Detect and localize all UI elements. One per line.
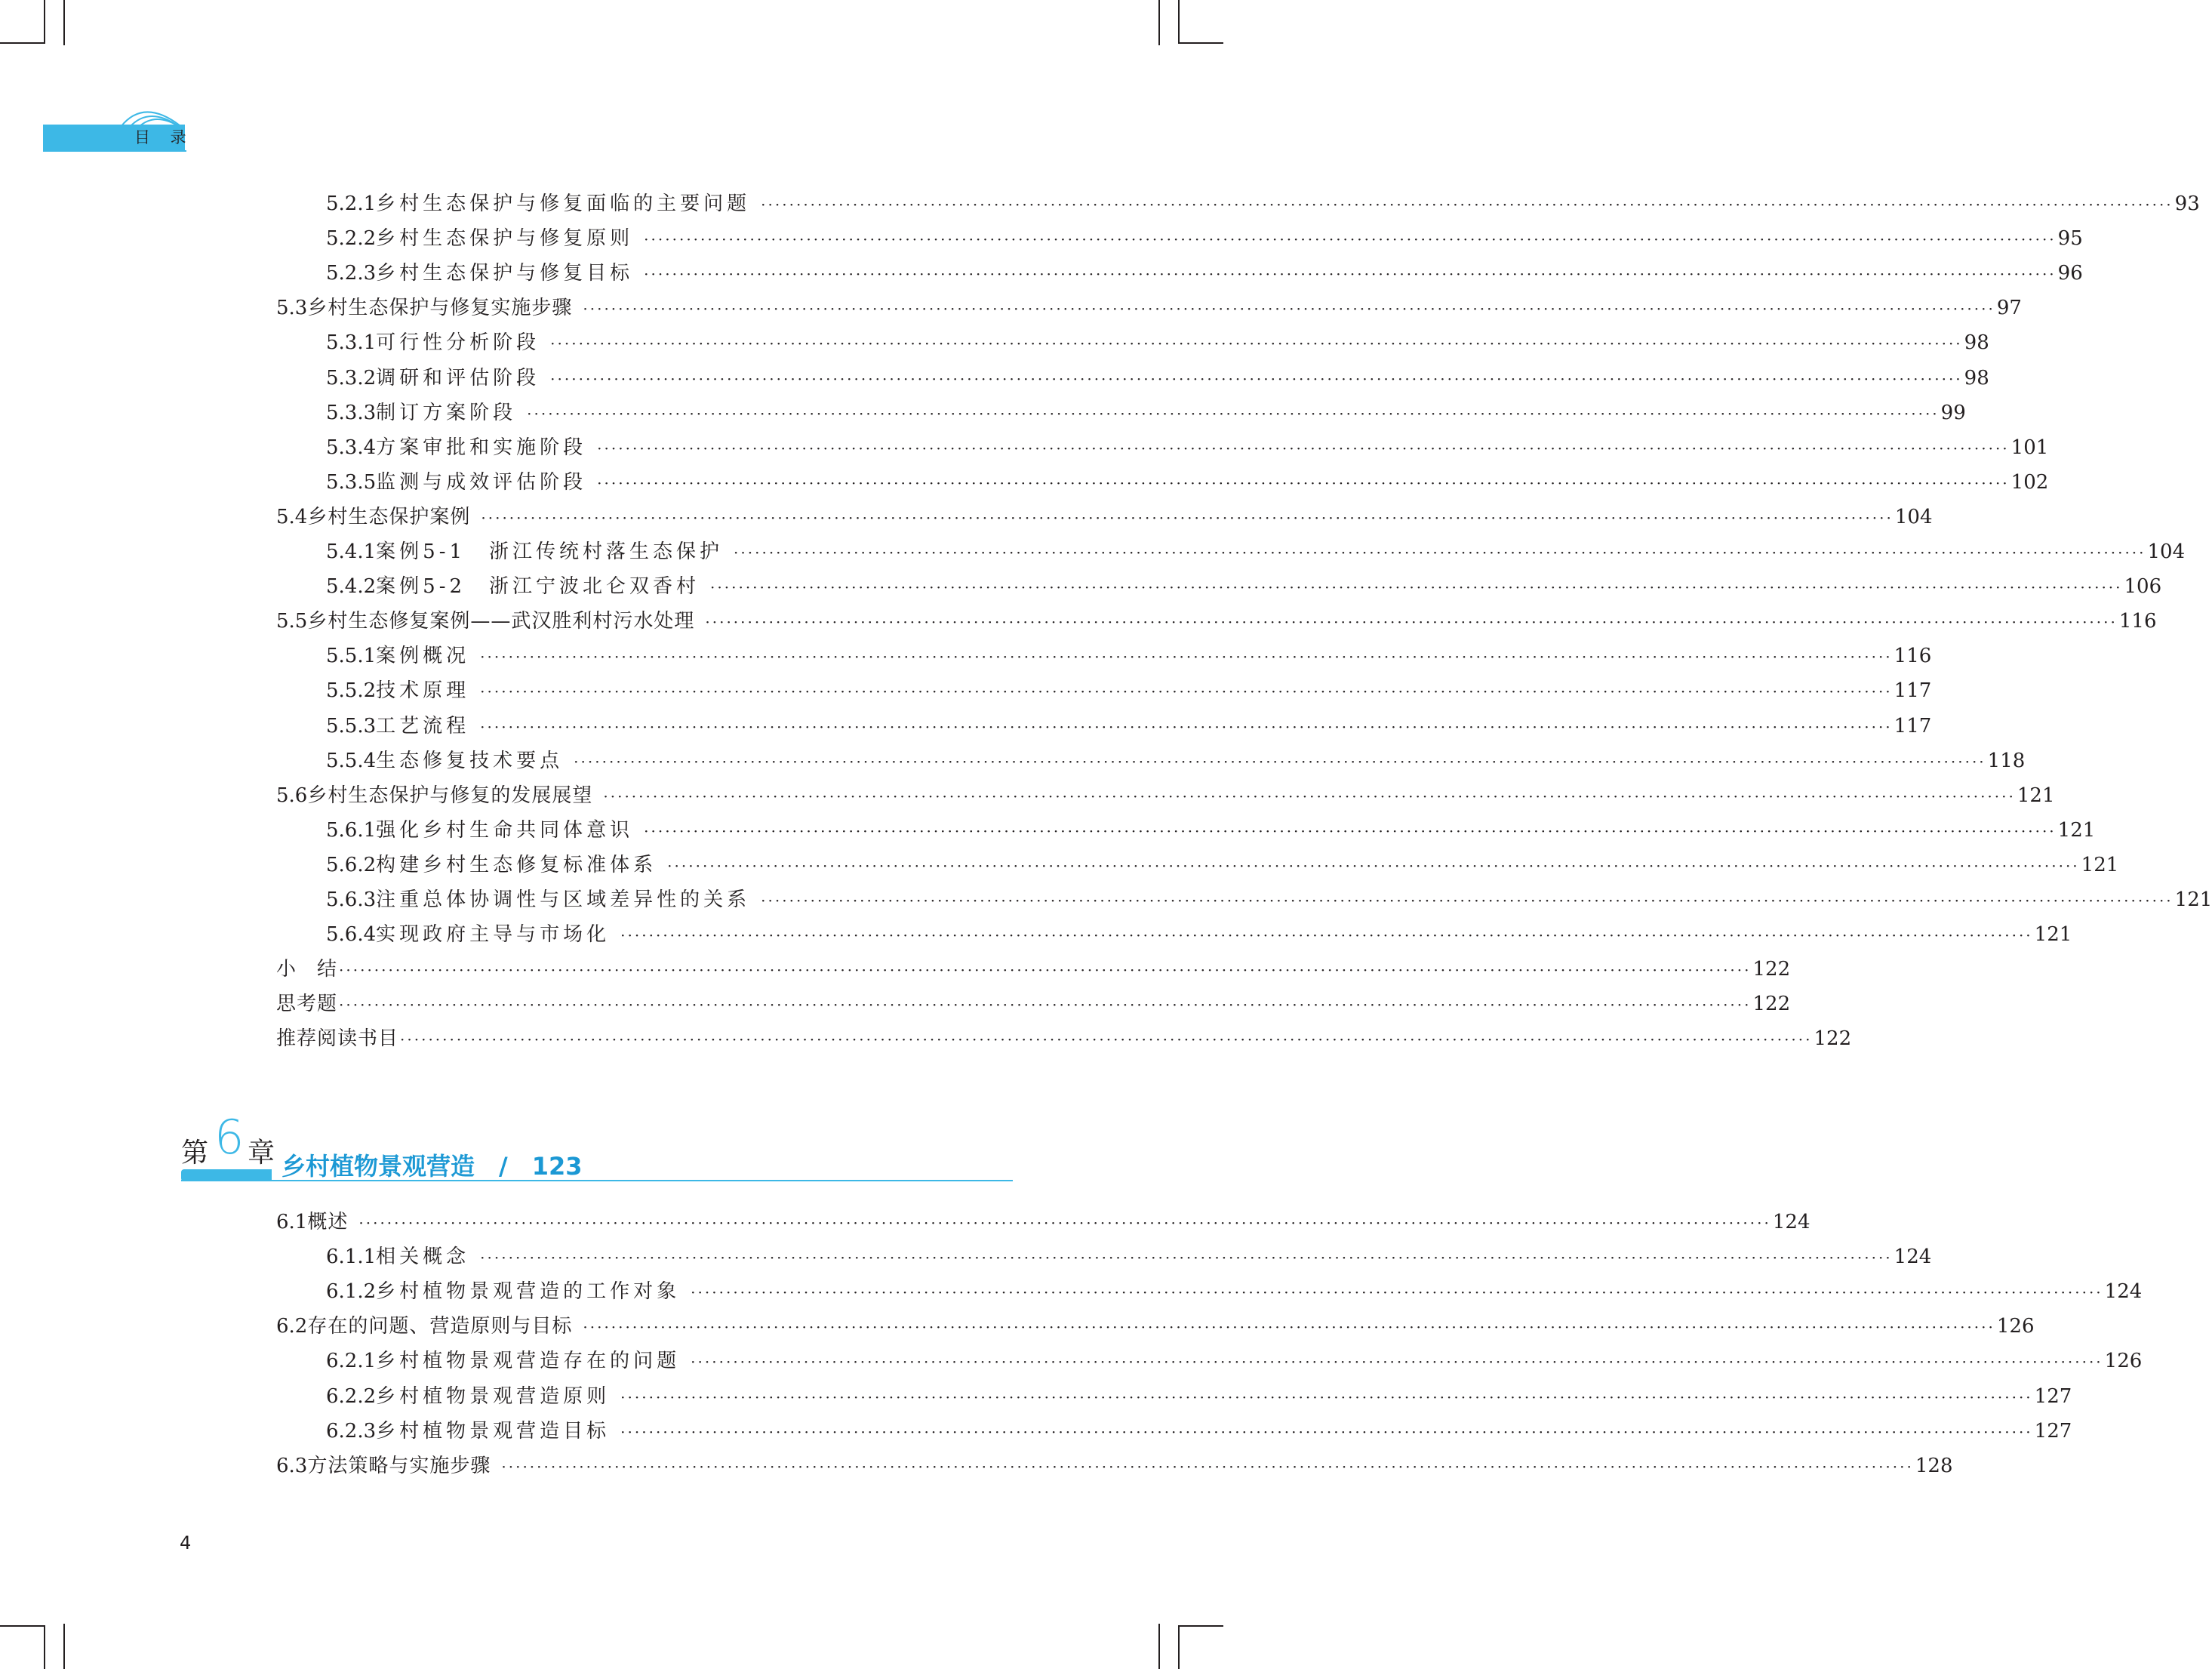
toc-entry[interactable] xyxy=(326,190,2200,218)
toc-entry-title: 工艺流程 xyxy=(376,714,470,738)
toc-leader-dots: ········································································································································································································ xyxy=(620,926,2033,945)
toc-leader-dots: ········································································································································································································ xyxy=(501,1457,1914,1476)
toc-entry-title: 监测与成效评估阶段 xyxy=(376,470,587,494)
toc-entry-title: 案例5-2 浙江宁波北仑双香村 xyxy=(376,575,700,599)
toc-entry-page: 122 xyxy=(1752,993,1791,1016)
toc-entry-page: 98 xyxy=(1964,366,1989,390)
toc-entry-title: 相关概念 xyxy=(376,1246,470,1269)
toc-entry[interactable] xyxy=(326,365,1989,393)
toc-entry-page: 118 xyxy=(1987,749,2026,772)
toc-entry-number: 5.5.4 xyxy=(326,749,377,772)
toc-leader-dots: ········································································································································································································ xyxy=(667,856,2080,875)
toc-entry-number: 5.4.2 xyxy=(326,575,377,599)
toc-entry-page: 121 xyxy=(2034,923,2072,947)
toc-entry-title: 强化乡村生命共同体意识 xyxy=(376,818,634,842)
toc-entry-title: 乡村生态保护与修复实施步骤 xyxy=(307,297,573,320)
toc-entry-page: 124 xyxy=(1894,1246,1932,1269)
toc-entry-number: 5.5 xyxy=(276,610,308,633)
toc-entry-page: 117 xyxy=(1894,679,1932,703)
toc-entry-number: 5.2.1 xyxy=(326,192,377,215)
toc-entry-number: 6.2.1 xyxy=(326,1350,377,1373)
toc-entry-page: 116 xyxy=(2118,610,2157,633)
toc-leader-dots: ········································································································································································································ xyxy=(339,996,1752,1015)
toc-entry[interactable] xyxy=(326,817,2096,845)
toc-entry-title: 注重总体协调性与区域差异性的关系 xyxy=(376,888,751,911)
toc-leader-dots: ········································································································································································································ xyxy=(691,1353,2103,1372)
toc-leader-dots: ········································································································································································································ xyxy=(339,961,1752,980)
toc-entry-title: 案例概况 xyxy=(376,645,470,668)
toc-entry[interactable] xyxy=(326,886,2212,914)
toc-entry[interactable] xyxy=(326,1383,2072,1411)
toc-entry[interactable] xyxy=(326,434,2049,462)
toc-entry[interactable] xyxy=(326,642,1932,670)
chapter-prefix: 第 xyxy=(181,1138,209,1169)
toc-entry[interactable] xyxy=(326,260,2083,288)
toc-entry-number: 5.3.4 xyxy=(326,436,377,459)
toc-entry[interactable] xyxy=(326,1418,2072,1446)
toc-entry-page: 127 xyxy=(2034,1384,2072,1408)
toc-entry-page: 124 xyxy=(2104,1280,2143,1304)
toc-entry[interactable] xyxy=(326,1278,2143,1306)
toc-entry-title: 乡村生态保护与修复原则 xyxy=(376,227,634,251)
toc-entry-page: 121 xyxy=(2081,853,2119,876)
toc-entry-page: 116 xyxy=(1894,645,1932,668)
toc-leader-dots: ········································································································································································································ xyxy=(550,334,1963,353)
toc-entry[interactable] xyxy=(326,1347,2143,1375)
toc-entry-page: 102 xyxy=(2010,470,2049,494)
chapter-title: 乡村植物景观营造 / 123 xyxy=(281,1152,583,1181)
toc-leader-dots: ········································································································································································································ xyxy=(597,473,2010,492)
toc-leader-dots: ········································································································································································································ xyxy=(603,787,2016,805)
toc-entry-number: 5.2.2 xyxy=(326,227,377,251)
toc-leader-dots: ········································································································································································································ xyxy=(761,196,2174,214)
toc-entry[interactable] xyxy=(326,677,1932,705)
toc-entry[interactable] xyxy=(326,851,2119,879)
header-underline xyxy=(43,150,186,152)
toc-leader-dots: ········································································································································································································ xyxy=(480,648,1893,667)
toc-entry-number: 5.3 xyxy=(276,297,308,320)
toc-entry-title: 乡村植物景观营造的工作对象 xyxy=(376,1280,681,1304)
header-title: 目 录 xyxy=(134,128,194,146)
toc-entry[interactable] xyxy=(276,1209,1811,1236)
toc-entry-page: 124 xyxy=(1772,1211,1811,1233)
toc-entry-page: 121 xyxy=(2017,784,2055,807)
toc-leader-dots: ········································································································································································································ xyxy=(400,1030,1813,1049)
toc-entry-number: 5.3.3 xyxy=(326,401,377,424)
toc-entry-title: 乡村生态修复案例——武汉胜利村污水处理 xyxy=(307,610,695,633)
header-arc-icon xyxy=(113,98,189,128)
toc-entry[interactable] xyxy=(276,503,1933,531)
toc-entry-title: 乡村植物景观营造存在的问题 xyxy=(376,1350,681,1373)
toc-entry-number: 5.6.1 xyxy=(326,818,377,842)
toc-entry-title: 方法策略与实施步骤 xyxy=(307,1454,491,1477)
toc-entry-number: 5.3.2 xyxy=(326,366,377,390)
toc-entry-page: 126 xyxy=(1996,1315,2035,1338)
toc-entry-title: 推荐阅读书目 xyxy=(276,1027,399,1051)
toc-entry[interactable] xyxy=(326,225,2083,253)
toc-entry[interactable] xyxy=(326,713,1932,741)
toc-leader-dots: ········································································································································································································ xyxy=(358,1214,1771,1232)
toc-entry-number: 5.5.1 xyxy=(326,645,377,668)
toc-entry-title: 思考题 xyxy=(276,993,338,1016)
toc-entry-number: 6.2.3 xyxy=(326,1419,377,1443)
toc-leader-dots: ········································································································································································································ xyxy=(644,230,2057,249)
toc-entry-title: 生态修复技术要点 xyxy=(376,749,564,772)
toc-entry-page: 101 xyxy=(2010,436,2049,459)
toc-entry[interactable] xyxy=(326,747,2026,775)
toc-entry-page: 117 xyxy=(1894,714,1932,738)
toc-entry[interactable] xyxy=(276,956,1791,984)
page-number: 4 xyxy=(180,1532,192,1554)
toc-entry-number: 5.2.3 xyxy=(326,262,377,285)
toc-entry-number: 6.2 xyxy=(276,1315,308,1338)
toc-entry-title: 乡村生态保护与修复目标 xyxy=(376,262,634,285)
chapter-number: 6 xyxy=(214,1110,245,1165)
toc-leader-dots: ········································································································································································································ xyxy=(710,578,2123,597)
toc-entry-page: 126 xyxy=(2104,1350,2143,1373)
toc-leader-dots: ········································································································································································································ xyxy=(644,821,2057,840)
toc-leader-dots: ········································································································································································································ xyxy=(480,1249,1893,1267)
toc-entry-page: 106 xyxy=(2124,575,2162,599)
toc-leader-dots: ········································································································································································································ xyxy=(691,1283,2103,1302)
toc-entry-number: 6.2.2 xyxy=(326,1384,377,1408)
toc-entry-title: 乡村生态保护与修复的发展展望 xyxy=(307,784,593,807)
toc-leader-dots: ········································································································································································································ xyxy=(527,404,1940,423)
toc-leader-dots: ········································································································································································································ xyxy=(597,439,2010,457)
toc-entry-title: 存在的问题、营造原则与目标 xyxy=(307,1315,573,1338)
toc-entry-title: 乡村植物景观营造原则 xyxy=(376,1384,611,1408)
toc-entry-number: 5.6.4 xyxy=(326,923,377,947)
toc-entry-page: 121 xyxy=(2174,888,2212,911)
toc-entry-title: 案例5-1 浙江传统村落生态保护 xyxy=(376,540,724,563)
toc-entry[interactable] xyxy=(326,399,1966,427)
toc-entry-title: 小 结 xyxy=(276,958,338,981)
toc-entry-page: 128 xyxy=(1915,1454,1953,1477)
toc-entry-title: 概述 xyxy=(307,1211,349,1233)
toc-leader-dots: ········································································································································································································ xyxy=(705,613,2118,632)
toc-entry-page: 99 xyxy=(1940,401,1966,424)
toc-entry-number: 5.4.1 xyxy=(326,540,377,563)
toc-leader-dots: ········································································································································································································ xyxy=(761,891,2174,910)
toc-leader-dots: ········································································································································································································ xyxy=(550,369,1963,388)
toc-entry-title: 可行性分析阶段 xyxy=(376,331,540,355)
toc-entry-title: 乡村生态保护案例 xyxy=(307,505,471,528)
toc-entry-number: 5.6.3 xyxy=(326,888,377,911)
toc-entry-page: 122 xyxy=(1814,1027,1852,1051)
toc-entry-number: 5.3.1 xyxy=(326,331,377,355)
toc-entry[interactable] xyxy=(326,1243,1932,1271)
toc-leader-dots: ········································································································································································································ xyxy=(481,508,1894,527)
toc-entry-number: 6.1 xyxy=(276,1211,308,1233)
toc-entry-number: 5.6 xyxy=(276,784,308,807)
toc-entry-title: 实现政府主导与市场化 xyxy=(376,923,611,947)
toc-entry-number: 6.3 xyxy=(276,1454,308,1477)
toc-entry-page: 122 xyxy=(1752,958,1791,981)
toc-leader-dots: ········································································································································································································ xyxy=(620,1422,2033,1441)
toc-entry[interactable] xyxy=(276,294,2022,322)
toc-entry-number: 6.1.1 xyxy=(326,1246,377,1269)
toc-entry[interactable] xyxy=(326,573,2162,601)
toc-entry-title: 技术原理 xyxy=(376,679,470,703)
toc-entry-number: 6.1.2 xyxy=(326,1280,377,1304)
toc-entry-number: 5.5.3 xyxy=(326,714,377,738)
toc-leader-dots: ········································································································································································································ xyxy=(583,300,1995,319)
toc-entry[interactable] xyxy=(276,990,1791,1018)
toc-leader-dots: ········································································································································································································ xyxy=(480,717,1893,736)
toc-entry-page: 121 xyxy=(2057,818,2096,842)
toc-entry[interactable] xyxy=(276,1313,2035,1341)
toc-entry-page: 95 xyxy=(2057,227,2083,251)
toc-entry-page: 104 xyxy=(1894,505,1933,528)
toc-entry-title: 调研和评估阶段 xyxy=(376,366,540,390)
toc-entry[interactable] xyxy=(326,538,2186,566)
toc-leader-dots: ········································································································································································································ xyxy=(620,1387,2033,1406)
toc-entry-page: 96 xyxy=(2057,262,2083,285)
toc-entry-title: 方案审批和实施阶段 xyxy=(376,436,587,459)
toc-leader-dots: ········································································································································································································ xyxy=(644,265,2057,284)
toc-entry[interactable] xyxy=(276,1025,1852,1053)
toc-entry[interactable] xyxy=(326,921,2072,949)
toc-entry-number: 5.6.2 xyxy=(326,853,377,876)
toc-entry[interactable] xyxy=(276,782,2055,810)
toc-entry-number: 5.5.2 xyxy=(326,679,377,703)
toc-leader-dots: ········································································································································································································ xyxy=(583,1318,1995,1337)
chapter-suffix: 章 xyxy=(248,1138,275,1169)
toc-entry[interactable] xyxy=(276,1452,1953,1480)
toc-entry-number: 5.3.5 xyxy=(326,470,377,494)
toc-leader-dots: ········································································································································································································ xyxy=(574,752,1986,771)
toc-entry-title: 制订方案阶段 xyxy=(376,401,517,424)
toc-entry-number: 5.4 xyxy=(276,505,308,528)
toc-entry-title: 构建乡村生态修复标准体系 xyxy=(376,853,657,876)
toc-entry-title: 乡村生态保护与修复面临的主要问题 xyxy=(376,192,751,215)
toc-entry-page: 104 xyxy=(2147,540,2186,563)
toc-entry-page: 127 xyxy=(2034,1419,2072,1443)
toc-entry[interactable] xyxy=(326,469,2049,497)
toc-entry-page: 98 xyxy=(1964,331,1989,355)
toc-entry[interactable] xyxy=(276,608,2157,636)
toc-leader-dots: ········································································································································································································ xyxy=(734,544,2146,562)
toc-entry-title: 乡村植物景观营造目标 xyxy=(376,1419,611,1443)
toc-leader-dots: ········································································································································································································ xyxy=(480,682,1893,701)
toc-entry[interactable] xyxy=(326,329,1989,357)
toc-entry-page: 97 xyxy=(1996,297,2022,320)
toc-entry-page: 93 xyxy=(2174,192,2200,215)
